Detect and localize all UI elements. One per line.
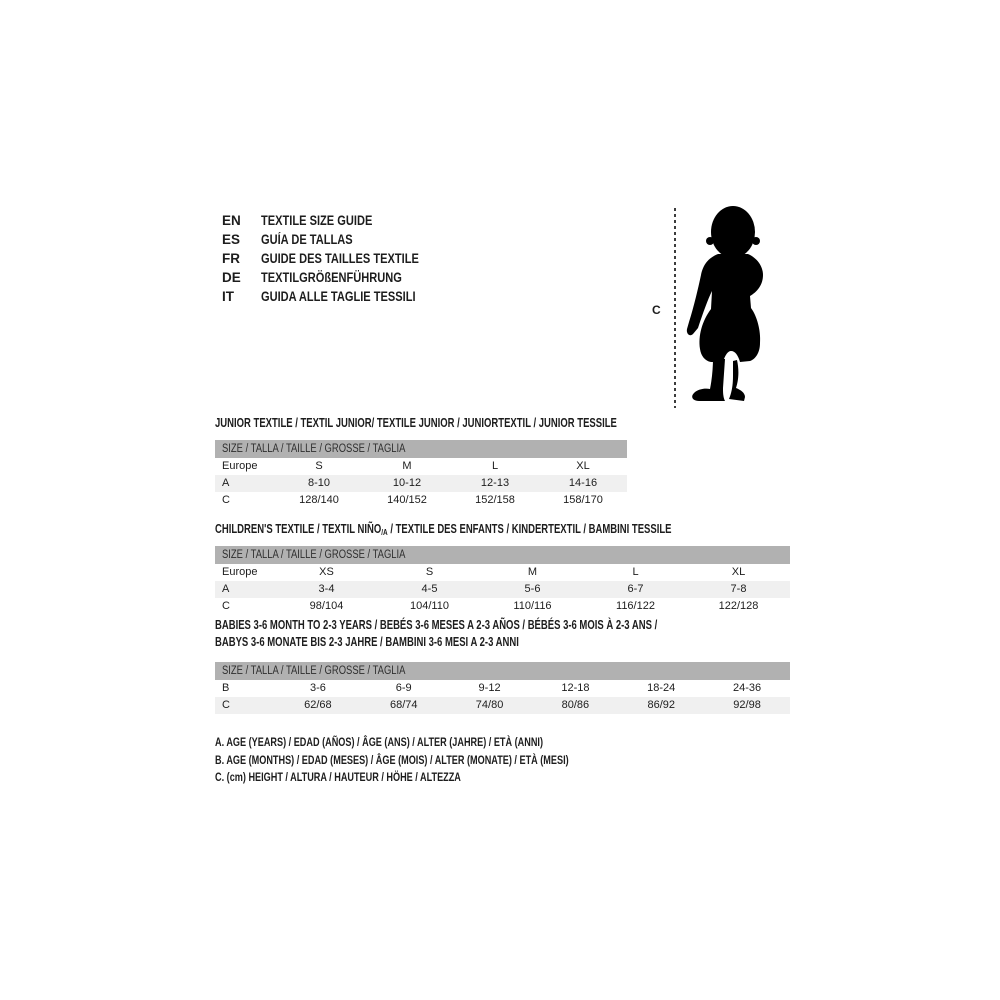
size-cell: XL xyxy=(731,566,746,578)
legend-text: A. AGE (YEARS) / EDAD (AÑOS) / ÂGE (ANS) / ALTER (JAHRE) / ETÀ (ANNI) xyxy=(215,735,543,749)
height-cell: 98/104 xyxy=(309,600,344,612)
legend-text: C. (cm) HEIGHT / ALTURA / HAUTEUR / HÖHE / ALTEZZA xyxy=(215,770,461,784)
table-row-age-months xyxy=(215,680,790,697)
title-segment: CHILDREN'S TEXTILE / TEXTIL NIÑO xyxy=(215,522,382,536)
junior-size-table xyxy=(215,440,627,509)
age-cell: 12-18 xyxy=(561,682,590,694)
language-item-en xyxy=(222,211,454,230)
height-cell: 68/74 xyxy=(389,699,418,711)
age-cell: 10-12 xyxy=(392,477,422,489)
language-code: FR xyxy=(222,251,240,266)
table-row-height xyxy=(215,697,790,714)
size-header-bar xyxy=(215,440,627,458)
size-cell: L xyxy=(632,566,639,578)
table-row-europe xyxy=(215,458,627,475)
size-header-text: SIZE / TALLA / TAILLE / GRÖSSE / TAGLIA xyxy=(222,549,406,561)
legend-line-c xyxy=(215,769,680,787)
language-label: GUIDA ALLE TAGLIE TESSILI xyxy=(261,289,416,304)
age-cell: 8-10 xyxy=(307,477,331,489)
language-code: DE xyxy=(222,270,241,285)
height-cell: 104/110 xyxy=(410,600,449,612)
size-header-bar xyxy=(215,546,790,564)
children-table-title-text xyxy=(215,522,671,539)
language-code: ES xyxy=(222,232,241,247)
row-label: A xyxy=(222,583,230,595)
junior-table-title-text: JUNIOR TEXTILE / TEXTIL JUNIOR/ TEXTILE JUNIOR / JUNIORTEXTIL / JUNIOR TESSILE xyxy=(215,416,617,430)
legend xyxy=(215,734,680,787)
size-header-text: SIZE / TALLA / TAILLE / GRÖSSE / TAGLIA xyxy=(222,443,406,455)
height-cell: 128/140 xyxy=(299,494,339,506)
legend-line-b xyxy=(215,752,680,770)
row-label: C xyxy=(222,494,230,506)
row-label: A xyxy=(222,477,230,489)
junior-table-title xyxy=(215,416,744,430)
height-cell: 80/86 xyxy=(561,699,590,711)
size-cell: M xyxy=(527,566,538,578)
age-cell: 14-16 xyxy=(568,477,598,489)
babies-table-title xyxy=(215,617,797,651)
age-cell: 5-6 xyxy=(524,583,541,595)
title-segment: / TEXTILE DES ENFANTS / KINDERTEXTIL / BAMBINI TESSILE xyxy=(387,522,672,536)
height-cell: 122/128 xyxy=(718,600,759,612)
row-label: C xyxy=(222,699,230,711)
table-row-age-years xyxy=(215,475,627,492)
age-cell: 18-24 xyxy=(647,682,676,694)
age-cell: 12-13 xyxy=(480,477,510,489)
age-cell: 4-5 xyxy=(421,583,438,595)
size-header-text: SIZE / TALLA / TAILLE / GRÖSSE / TAGLIA xyxy=(222,665,406,677)
language-code: EN xyxy=(222,213,241,228)
height-cell: 110/116 xyxy=(513,600,552,612)
size-cell: XS xyxy=(319,566,334,578)
height-cell: 116/122 xyxy=(616,600,655,612)
language-item-fr xyxy=(222,249,454,268)
height-measure-line xyxy=(674,208,676,408)
height-cell: 92/98 xyxy=(733,699,761,711)
title-segment: BABIES 3-6 MONTH TO 2-3 YEARS / BEBÉS 3-6 MESES A 2-3 AÑOS / BÉBÉS 3-6 MOIS À 2-3 ANS / xyxy=(215,618,658,632)
row-label: Europe xyxy=(222,566,258,578)
height-cell: 74/80 xyxy=(475,699,504,711)
size-cell: S xyxy=(315,460,323,472)
age-cell: 3-4 xyxy=(318,583,335,595)
language-label: TEXTILGRÖßENFÜHRUNG xyxy=(261,270,402,285)
height-cell: 140/152 xyxy=(387,494,427,506)
size-cell: L xyxy=(491,460,499,472)
children-size-table xyxy=(215,546,790,615)
height-cell: 86/92 xyxy=(647,699,675,711)
age-cell: 7-8 xyxy=(730,583,747,595)
title-subscript: /A xyxy=(381,527,388,537)
row-label: C xyxy=(222,600,230,612)
legend-line-a xyxy=(215,734,680,752)
height-cell: 158/170 xyxy=(563,494,603,506)
language-item-es xyxy=(222,230,454,249)
language-item-de xyxy=(222,268,454,287)
toddler-silhouette-icon xyxy=(685,203,777,408)
language-item-it xyxy=(222,287,454,306)
language-code: IT xyxy=(222,289,234,304)
size-cell: XL xyxy=(576,460,590,472)
height-cell: 152/158 xyxy=(475,494,515,506)
children-table-title xyxy=(215,522,816,539)
size-cell: M xyxy=(402,460,412,472)
height-cell: 62/68 xyxy=(304,699,332,711)
row-label: Europe xyxy=(222,460,258,472)
row-label: B xyxy=(222,682,230,694)
language-label: GUIDE DES TAILLES TEXTILE xyxy=(261,251,419,266)
height-measure-label: C xyxy=(652,303,661,317)
size-cell: S xyxy=(425,566,434,578)
age-cell: 24-36 xyxy=(732,682,762,694)
language-label: GUÍA DE TALLAS xyxy=(261,232,353,247)
table-row-height xyxy=(215,598,790,615)
language-list xyxy=(222,211,454,306)
age-cell: 6-9 xyxy=(395,682,412,694)
table-row-age-years xyxy=(215,581,790,598)
age-cell: 6-7 xyxy=(627,583,644,595)
table-row-height xyxy=(215,492,627,509)
age-cell: 3-6 xyxy=(309,682,326,694)
babies-size-table xyxy=(215,662,790,714)
babies-title-line-2 xyxy=(215,634,797,651)
size-header-bar xyxy=(215,662,790,680)
table-row-europe xyxy=(215,564,790,581)
babies-title-line-1 xyxy=(215,617,797,634)
age-cell: 9-12 xyxy=(478,682,501,694)
title-segment: BABYS 3-6 MONATE BIS 2-3 JAHRE / BAMBINI 3-6 MESI A 2-3 ANNI xyxy=(215,635,519,649)
language-label: TEXTILE SIZE GUIDE xyxy=(261,213,373,228)
legend-text: B. AGE (MONTHS) / EDAD (MESES) / ÂGE (MOIS) / ALTER (MONATE) / ETÀ (MESI) xyxy=(215,752,569,767)
